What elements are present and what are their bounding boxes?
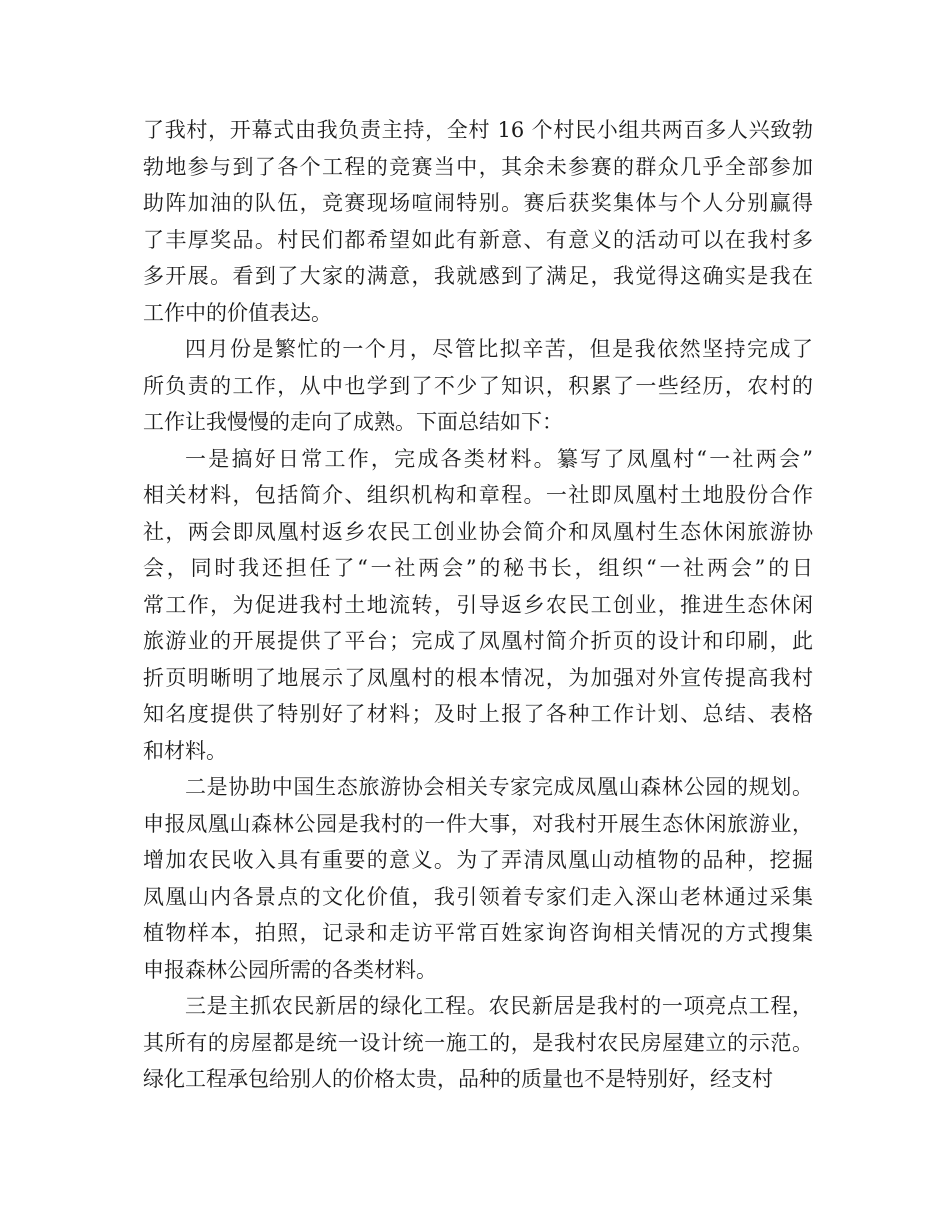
text-line: 工作让我慢慢的走向了成熟。下面总结如下： <box>143 410 563 434</box>
text-line: 其所有的房屋都是统一设计统一施工的，是我村农民房屋建立的示范。 <box>143 1030 813 1055</box>
text-line: 了丰厚奖品。村民们都希望如此有新意、有意义的活动可以在我村多 <box>143 227 813 252</box>
text-line: 增加农民收入具有重要的意义。为了弄清凤凰山动植物的品种，挖掘 <box>143 848 813 872</box>
text-line: 和材料。 <box>143 738 227 763</box>
text-line: 申报森林公园所需的各类材料。 <box>143 957 437 982</box>
paragraph <box>143 112 813 331</box>
text-line: 了我村，开幕式由我负责主持，全村 16 个村民小组共两百多人兴致勃 <box>143 118 813 142</box>
text-line: 常工作，为促进我村土地流转，引导返乡农民工创业，推进生态休闲 <box>143 592 813 617</box>
paragraph <box>143 331 813 441</box>
text-line: 会，同时我还担任了“一社两会”的秘书长，组织“一社两会”的日 <box>143 556 813 580</box>
text-line: 四月份是繁忙的一个月，尽管比拟辛苦，但是我依然坚持完成了 <box>185 337 813 361</box>
text-line: 凤凰山内各景点的文化价值，我引领着专家们走入深山老林通过采集 <box>143 884 813 909</box>
text-line: 申报凤凰山森林公园是我村的一件大事，对我村开展生态休闲旅游业， <box>143 811 813 836</box>
text-line: 折页明晰明了地展示了凤凰村的根本情况，为加强对外宣传提高我村 <box>143 665 813 690</box>
text-line: 一是搞好日常工作，完成各类材料。纂写了凤凰村“一社两会” <box>185 446 813 471</box>
paragraph <box>143 441 813 770</box>
paragraph <box>143 988 813 1098</box>
text-line: 旅游业的开展提供了平台；完成了凤凰村简介折页的设计和印刷，此 <box>143 629 813 653</box>
text-line: 勃地参与到了各个工程的竞赛当中，其余未参赛的群众几乎全部参加 <box>143 154 813 179</box>
text-line: 三是主抓农民新居的绿化工程。农民新居是我村的一项亮点工程， <box>185 994 813 1018</box>
text-line: 工作中的价值表达。 <box>143 300 332 325</box>
text-line: 多开展。看到了大家的满意，我就感到了满足，我觉得这确实是我在 <box>143 264 813 288</box>
document-body <box>143 112 813 1098</box>
text-line: 助阵加油的队伍，竞赛现场喧闹特别。赛后获奖集体与个人分别赢得 <box>143 191 813 215</box>
text-line: 植物样本，拍照，记录和走访平常百姓家询咨询相关情况的方式搜集 <box>143 921 813 945</box>
text-line: 社，两会即凤凰村返乡农民工创业协会简介和凤凰村生态休闲旅游协 <box>143 519 813 544</box>
text-line: 二是协助中国生态旅游协会相关专家完成凤凰山森林公园的规划。 <box>185 775 813 799</box>
text-line: 绿化工程承包给别人的价格太贵，品种的质量也不是特别好，经支村 <box>143 1067 773 1091</box>
text-line: 相关材料，包括简介、组织机构和章程。一社即凤凰村土地股份合作 <box>143 483 813 507</box>
paragraph <box>143 769 813 988</box>
text-line: 所负责的工作，从中也学到了不少了知识，积累了一些经历，农村的 <box>143 373 813 398</box>
text-line: 知名度提供了特别好了材料；及时上报了各种工作计划、总结、表格 <box>143 702 813 726</box>
